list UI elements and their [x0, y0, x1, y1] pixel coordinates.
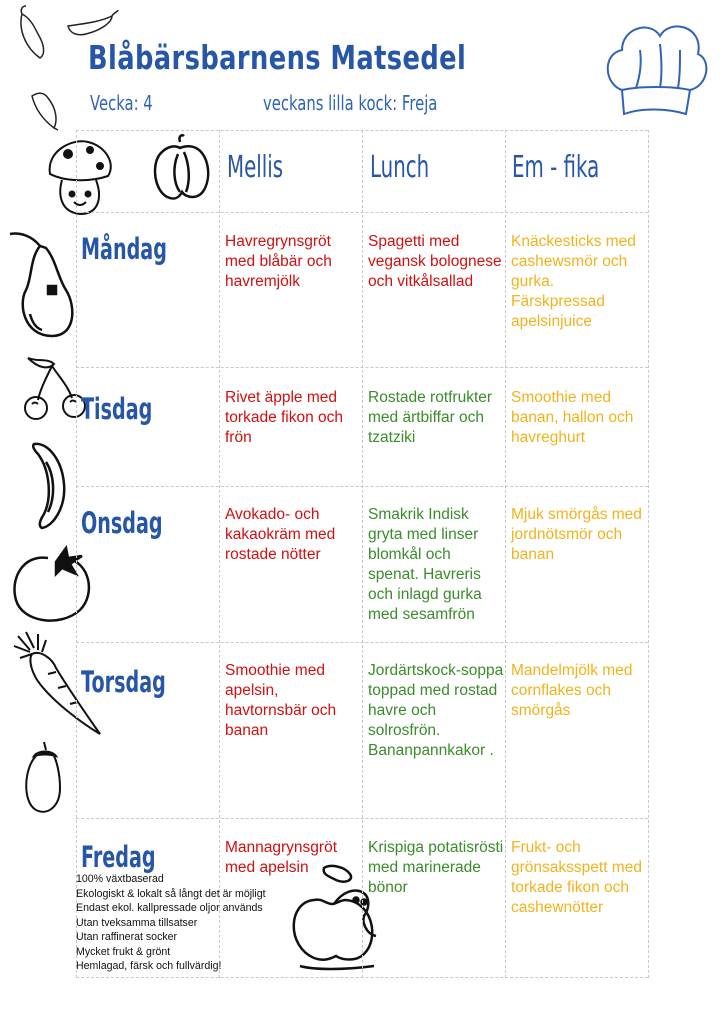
grid-line [648, 130, 649, 978]
wednesday-fika: Mjuk smörgås med jordnötsmör och banan [511, 506, 642, 563]
page-title: Blåbärsbarnens Matsedel [88, 38, 467, 77]
grid-line [76, 486, 648, 487]
friday-mellis: Mannagrynsgröt med apelsin [225, 839, 338, 876]
mushroom-icon [44, 136, 116, 218]
day-wednesday: Onsdag [81, 506, 163, 540]
monday-mellis: Havregrynsgröt med blåbär och havremjölk [225, 233, 332, 290]
grid-line [76, 212, 648, 213]
note-line: Mycket frukt & grönt [76, 945, 171, 958]
note-line: Utan raffinerat socker [76, 931, 178, 943]
tuesday-mellis: Rivet äpple med torkade fikon och frön [225, 389, 344, 446]
pear-icon [6, 232, 76, 342]
column-header-lunch: Lunch [370, 150, 430, 185]
grid-line [505, 130, 506, 978]
pepper-icon [150, 132, 212, 202]
note-line: Endast ekol. kallpressade oljor används [76, 902, 263, 914]
grid-line [76, 367, 648, 368]
column-header-fika: Em - fika [512, 150, 600, 185]
grid-line [219, 130, 220, 978]
note-line: Hemlagad, färsk och fullvärdig! [76, 960, 222, 972]
tomato-icon [8, 544, 94, 628]
grid-line [76, 642, 648, 643]
monday-lunch: Spagetti med vegansk bolognese och vitkålsallad [368, 233, 502, 290]
eggplant-icon [18, 740, 66, 816]
day-friday: Fredag [81, 840, 156, 874]
wednesday-mellis: Avokado- och kakaokräm med rostade nötter [225, 506, 336, 563]
thursday-lunch: Jordärtskock-soppa toppad med rostad havre och solrosfrön. Bananpannkakor . [368, 662, 504, 759]
thursday-mellis: Smoothie med apelsin, havtornsbär och banan [225, 662, 337, 739]
wednesday-lunch: Smakrik Indisk gryta med linser blomkål och spenat. Havreris och inlagd gurka med sesamfrön [368, 506, 482, 623]
note-line: 100% växtbaserad [76, 873, 164, 885]
friday-fika: Frukt- och grönsaksspett med torkade fikon och cashewnötter [511, 839, 642, 916]
column-header-mellis: Mellis [227, 150, 284, 185]
day-thursday: Torsdag [81, 665, 166, 699]
grid-line [362, 130, 363, 978]
tuesday-fika: Smoothie med banan, hallon och havreghurt [511, 389, 634, 446]
diet-notes [76, 872, 306, 974]
day-monday: Måndag [81, 232, 167, 266]
week-label: Vecka: 4 [90, 91, 153, 115]
chef-hat-icon [600, 14, 712, 118]
grid-line [76, 130, 648, 131]
monday-fika: Knäckesticks med cashewsmör och gurka. Färskpressad apelsinjuice [511, 233, 636, 330]
grid-line [76, 818, 648, 819]
friday-lunch: Krispiga potatisrösti med marinerade bönor [368, 839, 504, 896]
banana-icon [18, 440, 78, 532]
note-line: Utan tveksamma tillsatser [76, 916, 198, 929]
grid-line [76, 130, 77, 978]
grid-line [76, 977, 648, 978]
chef-label: veckans lilla kock: Freja [263, 91, 438, 115]
chili-icon [8, 4, 120, 132]
note-line: Ekologiskt & lokalt så långt det är möjligt [76, 887, 266, 900]
tuesday-lunch: Rostade rotfrukter med ärtbiffar och tzatziki [368, 389, 493, 446]
day-tuesday: Tisdag [81, 392, 153, 426]
thursday-fika: Mandelmjölk med cornflakes och smörgås [511, 662, 633, 719]
cherries-icon [18, 354, 90, 420]
